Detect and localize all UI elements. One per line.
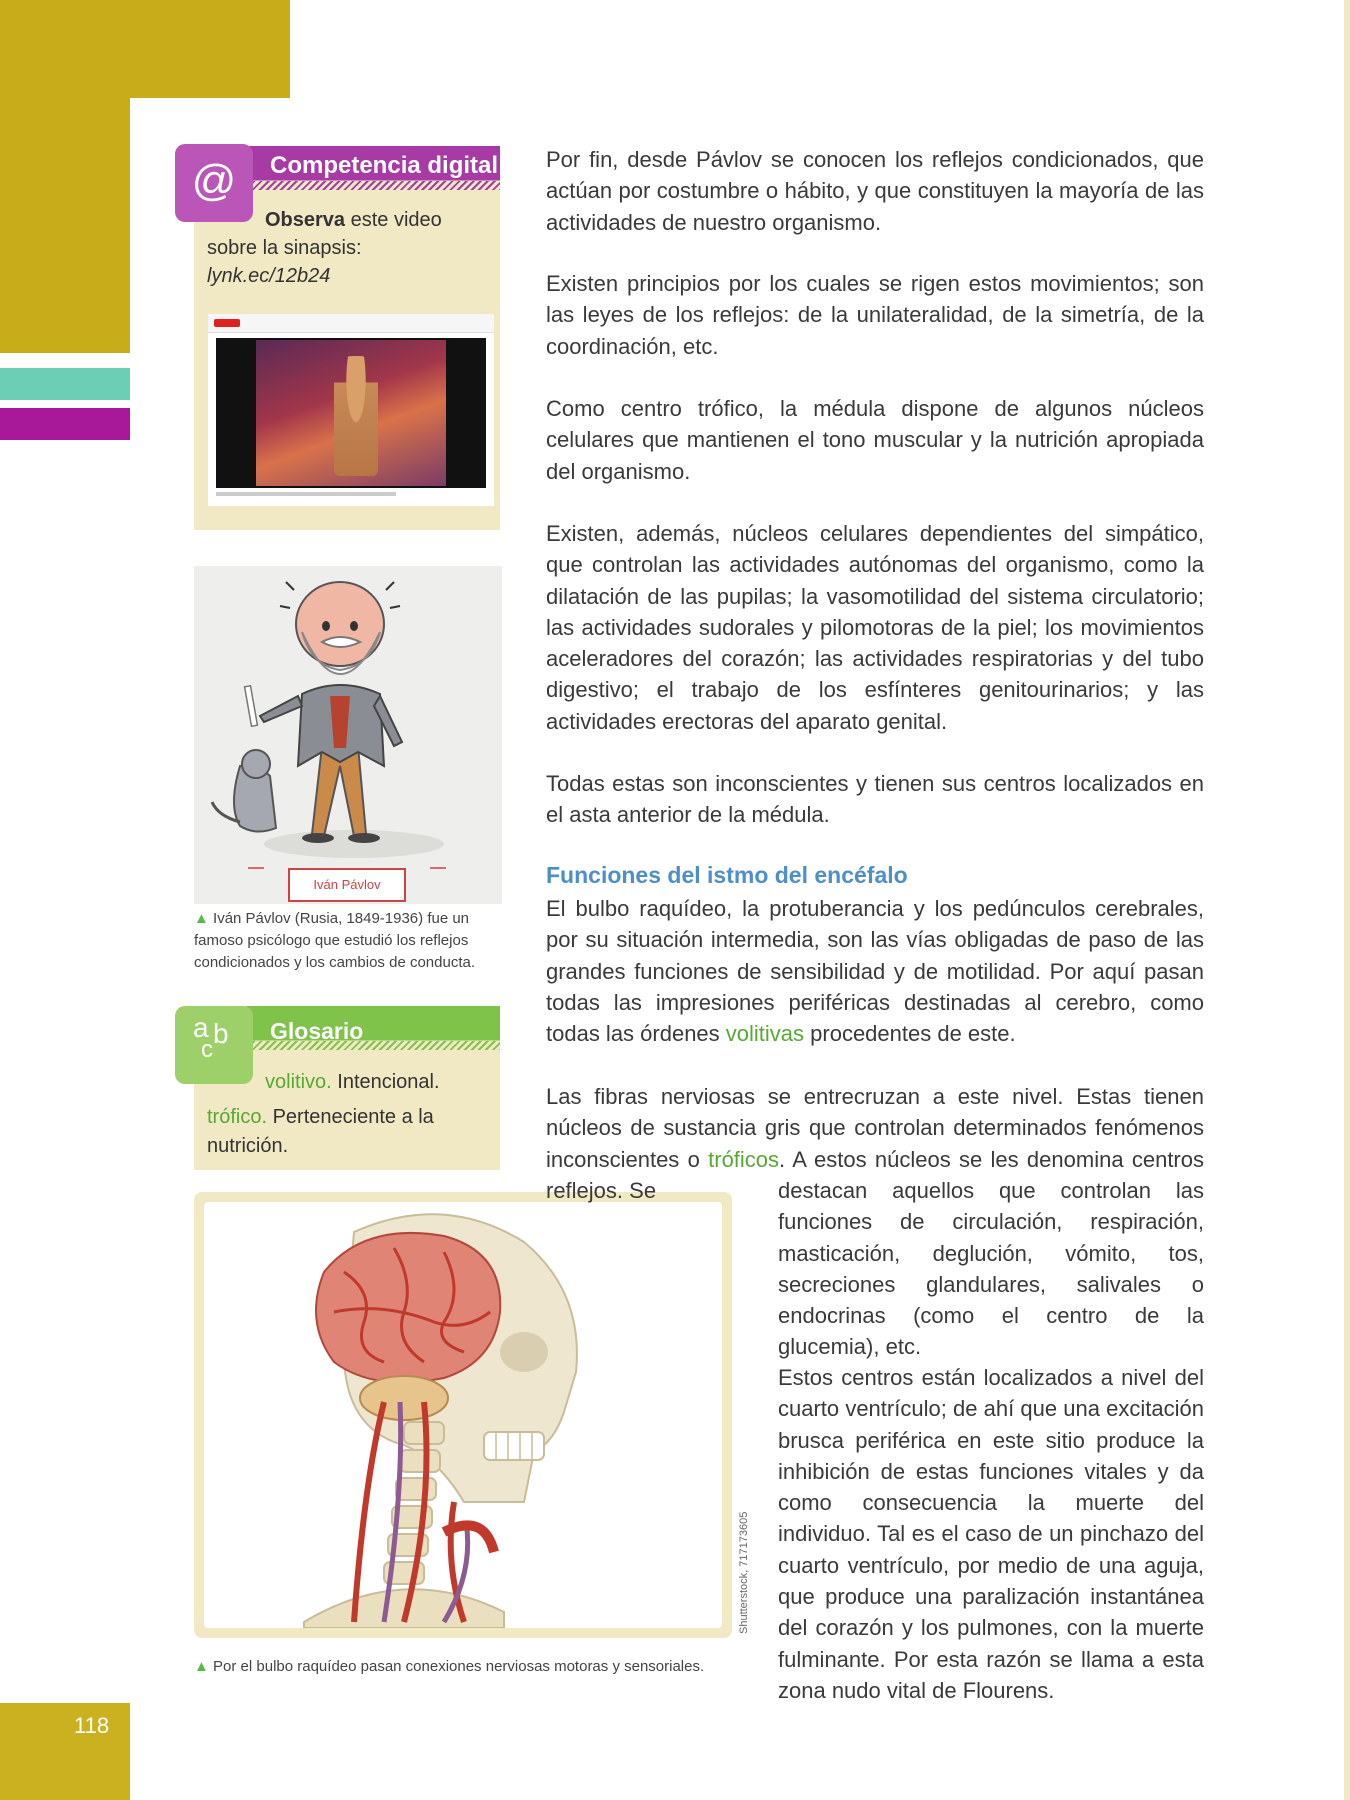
decorative-magenta-bar [0,408,130,440]
triangle-bullet-icon: ▲ [194,910,209,927]
glosario-entry [207,1103,497,1161]
anatomy-caption-text: Por el bulbo raquídeo pasan conexiones nerviosas motoras y sensoriales. [213,1658,705,1675]
glossary-term-volitivas: volitivas [725,1021,805,1047]
pavlov-caption [194,908,502,974]
video-toolbar [208,314,494,333]
video-logo-icon [214,319,240,327]
skull-brain-illustration [204,1202,722,1628]
anatomy-caption [194,1656,754,1678]
body-paragraph-1: Por fin, desde Pávlov se conocen los reflejos condicionados, que actúan por costumbre o hábito, y que constituyen la mayoría de las actividades de nuestro organismo. [546,147,1204,235]
header-stripes [246,181,500,190]
abc-letters-icon: a b c [175,1006,253,1084]
glossary-term-troficos: tróficos [708,1146,780,1172]
section-heading: Funciones del istmo del encéfalo [546,862,908,888]
decorative-gold-bar-left [0,98,130,353]
pavlov-drawing [194,566,502,904]
triangle-bullet-icon: ▲ [194,1658,209,1675]
video-thumbnail[interactable] [208,314,494,506]
glosario-entry [207,1068,497,1097]
body-paragraph-7: Las fibras nerviosas se entrecruzan a este nivel. Estas tienen núcleos de sustancia gris que controlan determinados fenómenos inconscientes o tróficos. A estos núcleos se les denomina centros reflejos. Se [546,1084,1204,1203]
body-paragraph-9: Estos centros están localizados a nivel del cuarto ventrículo; de ahí que una excitación brusca periférica en este sitio produce la inhibición de estas funciones vitales y da como consecuencia la muerte del individuo. Tal es el caso de un pinchazo del cuarto ventrículo, por medio de una aguja, que produce una paralización instantánea del corazón y los pulmones, con la muerte fulminante. Por esta razón se llama a esta zona nudo vital de Flourens. [778,1365,1204,1703]
competencia-digital-title: Competencia digital [270,152,499,179]
glosario-definition: Perteneciente a la nutrición. [207,1106,434,1157]
anatomy-figure [204,1202,722,1628]
observa-label: Observa [265,209,346,231]
body-paragraph-4: Existen, además, núcleos celulares dependientes del simpático, que controlan las actividades autónomas del organismo, como la dilatación de las pupilas; la vasomotilidad del sistema circulatorio; las actividades sudorales y pilomotoras de la piel; los movimientos aceleradores del corazón; las actividades respiratorias y del tubo digestivo; el trabajo de los esfínteres genitourinarios; y las actividades erectoras del aparato genital. [546,521,1204,734]
page-number: 118 [74,1713,110,1738]
pavlov-illustration [194,566,502,904]
body-paragraph-2: Existen principios por los cuales se rigen estos movimientos; son las leyes de los reflejos: de la unilateralidad, de la simetría, de la coordinación, etc. [546,271,1204,359]
body-paragraph-5: Todas estas son inconscientes y tienen sus centros localizados en el asta anterior de la médula. [546,771,1204,828]
video-person-figure [334,356,378,476]
page-edge [1344,0,1350,1800]
pavlov-caption-text: Iván Pávlov (Rusia, 1849-1936) fue un famoso psicólogo que estudió los reflejos condicionados y los cambios de conducta. [194,910,476,971]
decorative-teal-bar [0,368,130,400]
video-text: este video [345,209,442,231]
glosario-definition: Intencional. [331,1071,440,1093]
sinapsis-text: sobre la sinapsis: [207,237,362,259]
body-paragraph-6: El bulbo raquídeo, la protuberancia y los pedúnculos cerebrales, por su situación intermedia, son las vías obligadas de paso de las grandes funciones de sensibilidad y de motilidad. Por aquí pasan todas las impresiones periféricas destinadas al cerebro, como todas las órdenes volitivas procedentes de este. [546,896,1204,1047]
glosario-entries [207,1068,497,1161]
competencia-digital-text [207,206,487,290]
video-frame [216,338,486,488]
image-credit: Shutterstock, 717173605 [738,1511,750,1634]
decorative-gold-bar-bottom [0,1703,130,1800]
video-caption-bar [216,492,396,496]
pavlov-name-label: Iván Pávlov [288,868,406,902]
video-scene [256,340,446,486]
anatomy-figure-frame [194,1192,732,1638]
video-link[interactable]: lynk.ec/12b24 [207,265,331,287]
body-paragraph-3: Como centro trófico, la médula dispone de algunos núcleos celulares que mantienen el tono muscular y la nutrición apropiada del organismo. [546,396,1204,484]
at-sign-icon: @ [175,144,253,222]
decorative-gold-bar-top [0,0,290,98]
glosario-title: Glosario [270,1018,364,1044]
glosario-term: volitivo. [265,1071,332,1093]
body-paragraph-8: destacan aquellos que controlan las funciones de circulación, respiración, masticación, deglución, vómito, tos, secreciones glandulares, salivales o endocrinas (como el centro de la glucemia), etc. [778,1178,1204,1360]
glosario-term: trófico. [207,1106,268,1128]
